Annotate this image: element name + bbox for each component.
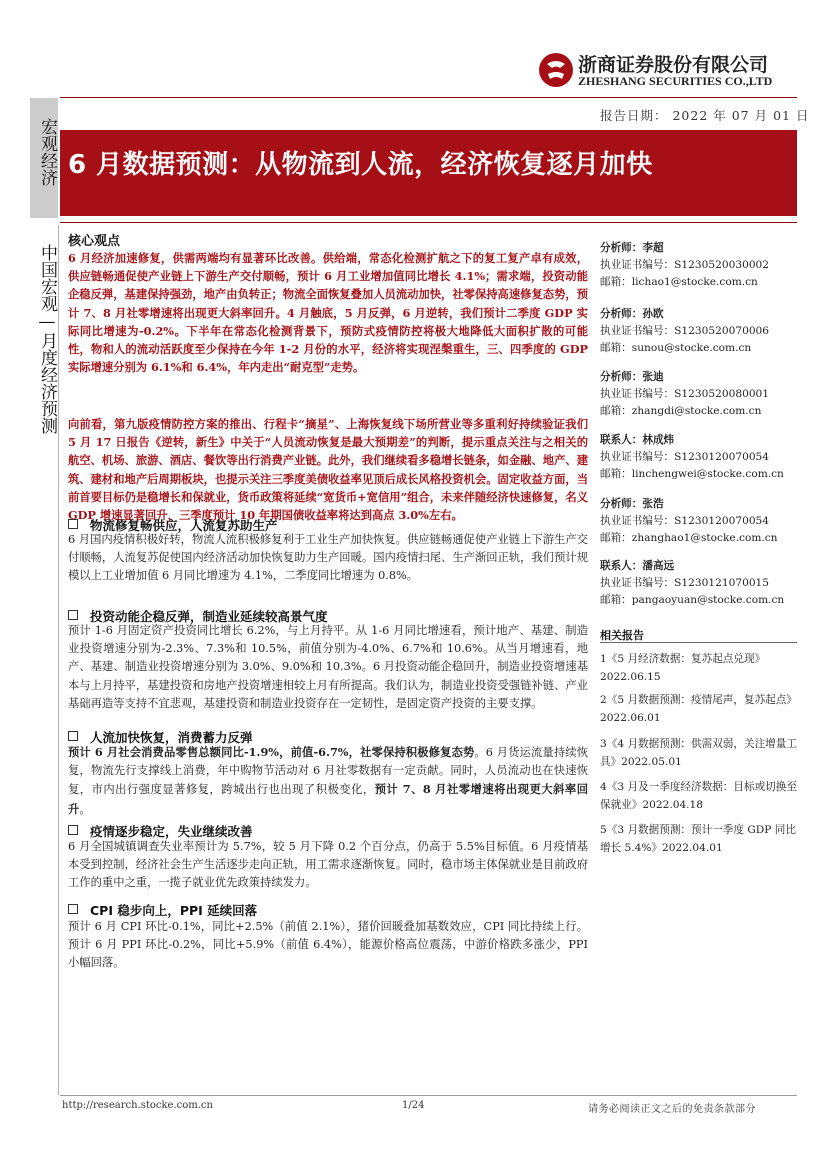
- analyst-email[interactable]: 邮箱：linchengwei@stocke.com.cn: [600, 468, 784, 480]
- related-report-link[interactable]: 4《3 月及一季度经济数据：目标或切换至保就业》2022.04.18: [600, 781, 797, 811]
- company-name-cn: 浙商证券股份有限公司: [578, 54, 769, 76]
- checkbox-bullet-icon: [68, 731, 78, 741]
- related-report-link[interactable]: 2《5 月数据预测：疫情尾声，复苏起点》2022.06.01: [600, 694, 797, 724]
- company-name-en: ZHESHANG SECURITIES CO.,LTD: [578, 74, 773, 88]
- sidebar-divider: [58, 225, 59, 1095]
- analyst-cert: 执业证书编号：S1230120070054: [600, 451, 770, 463]
- core-view-paragraph-2: 向前看，第九版疫情防控方案的推出、行程卡“摘星”、上海恢复线下场所营业等多重利好持续验证我们 5 月 17 日报告《逆转，新生》中关于“人员流动恢复是最大预期差”的判断，提示重点关注与之相关的航空、机场、旅游、酒店、餐饮等出行消费产业链。此外，我们继续看多稳增长链条，如金融、地产、建筑、建材和地产后周期板块，也提示关注三季度美债收益率见顶后成长风格投资机会。固定收益方面，当前首要目标仍是稳增长和保就业，货币政策将延续“宽货币+宽信用”组合，未来伴随经济快速修复，名义 GDP 增速显著回升，三季度预计 10 年期国债收益率将达到高点 3.0%左右。: [68, 417, 588, 523]
- header-divider: [60, 97, 797, 98]
- analyst-name: 分析师：孙欧: [600, 308, 664, 320]
- analyst-name: 分析师：张浩: [600, 498, 664, 510]
- core-view-paragraph-1: 6 月经济加速修复，供需两端均有显著环比改善。供给端，常态化检测扩航之下的复工复产卓有成效，供应链畅通促使产业链上下游生产交付顺畅，预计 6 月工业增加值同比增长 4.1%；需求端，投资动能企稳反弹，基建保持强劲，地产由负转正；物流全面恢复叠加人员流动加快，社零保持高速修复态势，预计 7、8 月社零增速将出现更大斜率回升。4 月触底，5 月反弹，6 月逆转，我们预计二季度 GDP 实际同比增速为-0.2%。下半年在常态化检测背景下，预防式疫情防控将极大地降低大面积扩散的可能性，物和人的流动活跃度至少保持在今年 1-2 月份的水平，经济将实现涅槃重生，三、四季度的 GDP 实际增速分别为 6.1%和 6.4%，年内走出“耐克型”走势。: [68, 251, 588, 375]
- footer-url[interactable]: http://research.stocke.com.cn: [62, 1100, 213, 1111]
- analyst-block: [600, 558, 800, 609]
- section-heading: 投资动能企稳反弹，制造业延续较高景气度: [68, 607, 328, 625]
- analyst-block: [600, 496, 800, 547]
- footer-divider: [60, 1095, 797, 1096]
- subcategory-label: 中国宏观—月度经济预测: [37, 244, 57, 434]
- section-body: 6 月全国城镇调查失业率预计为 5.7%，较 5 月下降 0.2 个百分点，仍高于 5.5%目标值。6 月疫情基本受到控制，经济社会生产生活逐步走向正轨，用工需求逐渐恢复。同时，稳市场主体保就业是目前政府工作的重中之重，一揽子就业优先政策持续发力。: [68, 840, 588, 890]
- checkbox-bullet-icon: [68, 825, 78, 835]
- checkbox-bullet-icon: [68, 519, 78, 529]
- analyst-email[interactable]: 邮箱：zhangdi@stocke.com.cn: [600, 405, 762, 417]
- checkbox-bullet-icon: [68, 610, 78, 620]
- section-body: 预计 6 月社会消费品零售总额同比-1.9%，前值-6.7%，社零保持积极修复态势。6 月货运流量持续恢复，物流先行支撑线上消费，年中购物节活动对 6 月社零数据有一定贡献。同时，人员流动也在快速恢复，市内出行强度显著修复，跨城出行也出现了积极变化，预计 7、8 月社零增速将出现更大斜率回升。: [68, 745, 588, 816]
- related-reports-heading: 相关报告: [600, 629, 644, 642]
- analyst-name: 分析师：李超: [600, 242, 664, 254]
- analyst-email[interactable]: 邮箱：zhanghao1@stocke.com.cn: [600, 532, 778, 544]
- analyst-cert: 执业证书编号：S1230120070054: [600, 515, 770, 527]
- checkbox-bullet-icon: [68, 904, 78, 914]
- analyst-name: 联系人：林成炜: [600, 434, 675, 446]
- related-reports-divider: [600, 642, 797, 643]
- analyst-name: 联系人：潘高远: [600, 560, 675, 572]
- page-number: 1/24: [402, 1100, 425, 1111]
- analyst-cert: 执业证书编号：S1230520070006: [600, 325, 770, 337]
- analyst-cert: 执业证书编号：S1230121070015: [600, 577, 770, 589]
- section-heading: 物流修复畅供应，人流复苏助生产: [68, 516, 278, 534]
- analyst-block: [600, 240, 800, 291]
- footer-disclaimer: 请务必阅读正文之后的免责条款部分: [588, 1104, 756, 1115]
- analyst-email[interactable]: 邮箱：pangaoyuan@stocke.com.cn: [600, 594, 785, 606]
- section-heading: 人流加快恢复，消费蓄力反弹: [68, 728, 253, 746]
- company-logo-icon: [538, 52, 574, 88]
- report-date: 报告日期： 2022 年 07 月 01 日: [600, 108, 810, 123]
- core-view-heading: 核心观点: [68, 234, 121, 249]
- analyst-cert: 执业证书编号：S1230520030002: [600, 259, 770, 271]
- related-report-link[interactable]: 1《5 月经济数据：复苏起点兑现》2022.06.15: [600, 653, 766, 683]
- analyst-block: [600, 306, 800, 357]
- section-body: 预计 6 月 CPI 环比-0.1%，同比+2.5%（前值 2.1%），猪价回暖叠加基数效应，CPI 同比持续上行。预计 6 月 PPI 环比-0.2%，同比+5.9%（前值 6.4%），能源价格高位震荡，中游价格跌多涨少，PPI 小幅回落。: [68, 920, 588, 970]
- analyst-email[interactable]: 邮箱：lichao1@stocke.com.cn: [600, 276, 758, 288]
- section-body: 6 月国内疫情积极好转，物流人流积极修复利于工业生产加快恢复。供应链畅通促使产业链上下游生产交付顺畅，人流复苏促使国内经济活动加快恢复助力生产回暖。国内疫情扫尾、生产渐回正轨，我们预计规模以上工业增加值 6 月同比增速为 4.1%，二季度同比增速为 0.8%。: [68, 533, 588, 583]
- analyst-name: 分析师：张迪: [600, 371, 664, 383]
- analyst-block: [600, 369, 800, 420]
- analyst-block: [600, 432, 800, 483]
- related-report-link[interactable]: 5《3 月数据预测：预计一季度 GDP 同比增长 5.4%》2022.04.01: [600, 824, 796, 854]
- related-report-link[interactable]: 3《4 月数据预测：供需双弱，关注增量工具》2022.05.01: [600, 738, 797, 768]
- section-heading: 疫情逐步稳定，失业继续改善: [68, 822, 253, 840]
- title-divider: [60, 222, 797, 223]
- section-body: 预计 1-6 月固定资产投资同比增长 6.2%，与上月持平。从 1-6 月同比增速看，预计地产、基建、制造业投资增速分别为-2.3%、7.3%和 10.5%，前值分别为-4.0%、6.7%和 10.6%。从当月增速看，地产、基建、制造业投资增速分别为 3.0%、9.0%和 10.3%。6 月投资动能企稳回升，制造业投资增速基本与上月持平，基建投资和房地产投资增速相较上月有所提高。我们认为，制造业投资受强链补链、产业基础再造等支持不宜悲观，基建投资和制造业投资存在一定韧性，是固定资产投资的主要支撑。: [68, 624, 588, 710]
- analyst-cert: 执业证书编号：S1230520080001: [600, 388, 770, 400]
- page-title: 6 月数据预测：从物流到人流，经济恢复逐月加快: [68, 150, 653, 180]
- section-heading: CPI 稳步向上，PPI 延续回落: [68, 901, 257, 919]
- category-label: 宏观经济: [37, 118, 57, 186]
- analyst-email[interactable]: 邮箱：sunou@stocke.com.cn: [600, 342, 752, 354]
